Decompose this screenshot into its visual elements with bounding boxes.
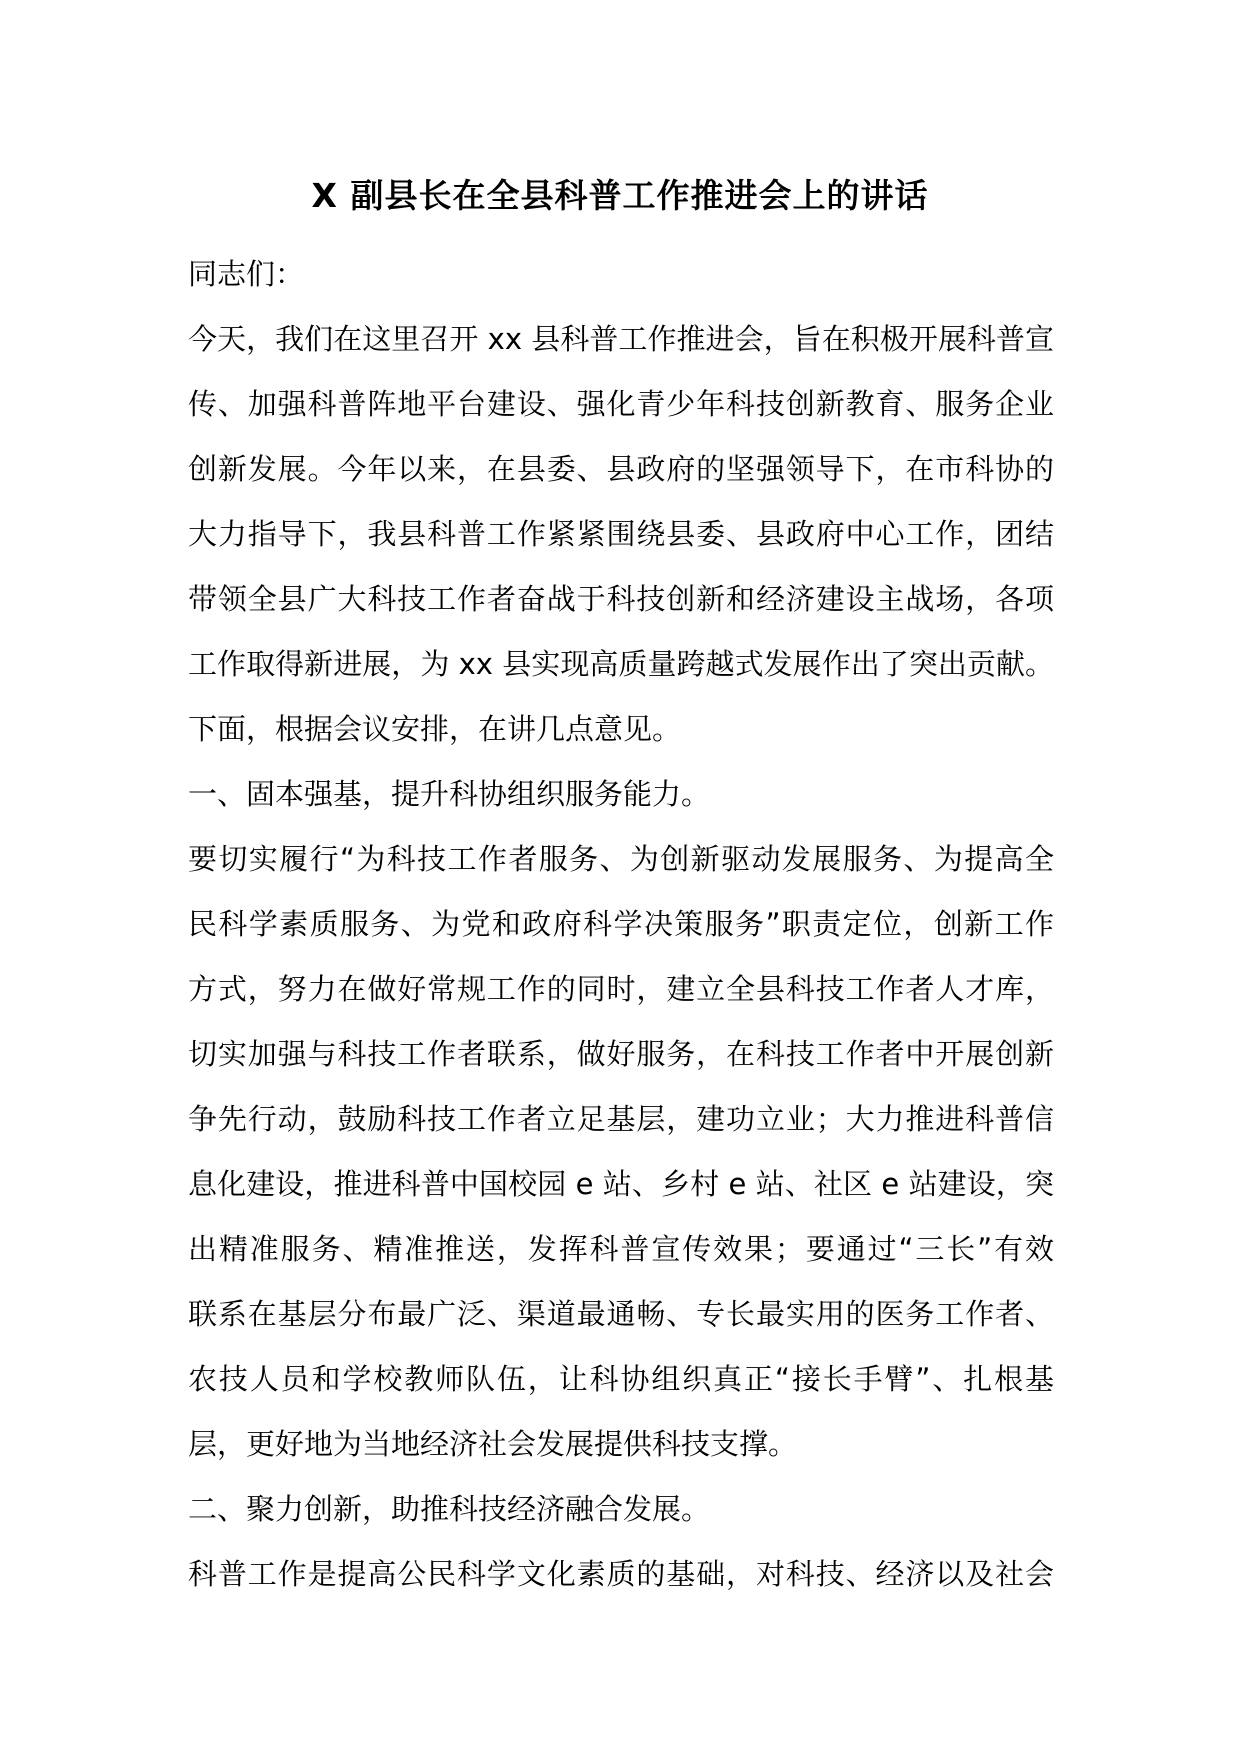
- text-line: 科普工作是提高公民科学文化素质的基础，对科技、经济以及社会: [188, 1557, 1054, 1591]
- text-line: 创新发展。今年以来，在县委、县政府的坚强领导下，在市科协的: [188, 452, 1054, 486]
- text-line: 切实加强与科技工作者联系，做好服务，在科技工作者中开展创新: [188, 1037, 1054, 1071]
- text-line: 大力指导下，我县科普工作紧紧围绕县委、县政府中心工作，团结: [188, 517, 1054, 551]
- text-line: 二、聚力创新，助推科技经济融合发展。: [188, 1492, 711, 1526]
- text-line: 带领全县广大科技工作者奋战于科技创新和经济建设主战场，各项: [188, 582, 1054, 616]
- text-line: 同志们：: [188, 257, 305, 291]
- text-line: 争先行动，鼓励科技工作者立足基层，建功立业；大力推进科普信: [188, 1102, 1054, 1136]
- text-line: 要切实履行“为科技工作者服务、为创新驱动发展服务、为提高全: [188, 842, 1054, 876]
- speech-body: [188, 242, 1054, 1607]
- text-line: 下面，根据会议安排，在讲几点意见。: [188, 712, 682, 746]
- text-line: 息化建设，推进科普中国校园 e 站、乡村 e 站、社区 e 站建设，突: [188, 1167, 1054, 1201]
- text-line: 民科学素质服务、为党和政府科学决策服务”职责定位，创新工作: [188, 907, 1054, 941]
- text-line: 层，更好地为当地经济社会发展提供科技支撑。: [188, 1427, 798, 1461]
- text-line: 出精准服务、精准推送，发挥科普宣传效果；要通过“三长”有效: [188, 1232, 1054, 1266]
- text-line: 方式，努力在做好常规工作的同时，建立全县科技工作者人才库，: [188, 972, 1054, 1006]
- text-line: 今天，我们在这里召开 xx 县科普工作推进会，旨在积极开展科普宣: [188, 322, 1054, 356]
- page-title: X 副县长在全县科普工作推进会上的讲话: [311, 176, 929, 215]
- text-line: 工作取得新进展，为 xx 县实现高质量跨越式发展作出了突出贡献。: [188, 647, 1054, 681]
- text-line: 传、加强科普阵地平台建设、强化青少年科技创新教育、服务企业: [188, 387, 1054, 421]
- text-line: 联系在基层分布最广泛、渠道最通畅、专长最实用的医务工作者、: [188, 1297, 1054, 1331]
- text-line: 农技人员和学校教师队伍，让科协组织真正“接长手臂”、扎根基: [188, 1362, 1054, 1396]
- text-line: 一、固本强基，提升科协组织服务能力。: [188, 777, 711, 811]
